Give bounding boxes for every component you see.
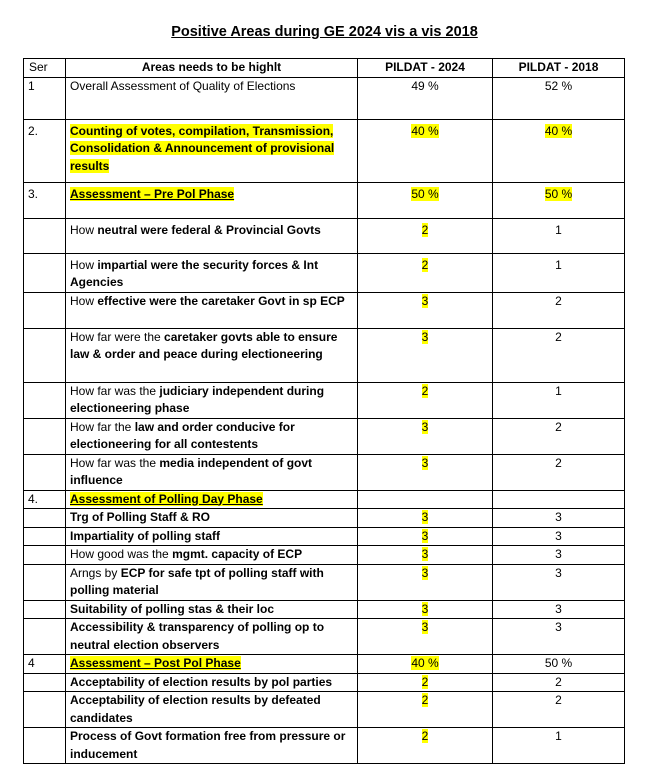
table-row (24, 509, 625, 528)
row-value-2018-cell (493, 253, 625, 292)
assessment-table (23, 58, 625, 764)
row-area (66, 454, 358, 490)
row-value-2018: 1 (555, 257, 562, 272)
row-value-2018: 1 (555, 729, 562, 743)
row-value-2024: 2 (421, 729, 429, 743)
row-area (66, 600, 358, 619)
row-value-2024: 3 (421, 620, 429, 634)
row-area (66, 119, 358, 182)
row-area (66, 328, 358, 382)
area-text-segment: Acceptability of election results by defeated candidates (70, 693, 321, 725)
row-value-2024-cell (358, 328, 493, 382)
row-area (66, 182, 358, 218)
row-value-2024: 3 (421, 528, 429, 543)
row-value-2024-cell (358, 692, 493, 728)
document-title-text: Positive Areas during GE 2024 vis a vis 2018 (171, 24, 478, 40)
table-row (24, 673, 625, 692)
area-text-segment: Assessment of Polling Day Phase (70, 491, 263, 506)
area-text-segment: Assessment – Post Pol Phase (70, 656, 241, 670)
row-value-2024-cell (358, 218, 493, 253)
row-value-2024-cell (358, 546, 493, 565)
row-value-2024-cell (358, 619, 493, 655)
row-area (66, 564, 358, 600)
row-value-2024-cell (358, 253, 493, 292)
row-value-2018: 50 % (544, 186, 573, 201)
row-area (66, 655, 358, 674)
row-value-2018-cell (493, 692, 625, 728)
area-text-segment: neutral were federal & Provincial Govts (97, 222, 321, 237)
row-area (66, 527, 358, 546)
table-row (24, 728, 625, 764)
row-value-2018: 3 (555, 620, 562, 634)
row-value-2024-cell (358, 454, 493, 490)
area-text-segment: How far were the (70, 329, 165, 344)
row-value-2024-cell (358, 655, 493, 674)
row-value-2024: 40 % (411, 123, 439, 138)
area-text-segment: law and order conducive for electioneering for all contestents (70, 419, 295, 451)
row-ser (24, 253, 66, 292)
row-ser (24, 564, 66, 600)
row-value-2024: 3 (421, 601, 429, 616)
row-value-2018: 3 (555, 565, 562, 580)
row-value-2018: 3 (555, 510, 562, 524)
row-value-2024: 49 % (411, 78, 439, 93)
area-text-segment: caretaker govts able to ensure law & order and peace during electioneering (70, 329, 338, 361)
row-value-2018-cell (493, 328, 625, 382)
table-row (24, 418, 625, 454)
row-value-2018-cell (493, 655, 625, 674)
area-text-segment: impartial were the security forces & Int Agencies (70, 257, 319, 289)
row-value-2024-cell (358, 509, 493, 528)
row-value-2024-cell (358, 728, 493, 764)
row-area (66, 490, 358, 509)
row-value-2018: 3 (555, 528, 562, 543)
row-value-2024-cell (358, 182, 493, 218)
row-value-2018-cell (493, 490, 625, 509)
row-value-2024-cell (358, 600, 493, 619)
row-value-2018: 2 (555, 674, 562, 689)
row-value-2018-cell (493, 292, 625, 328)
row-value-2024: 2 (421, 383, 429, 398)
row-value-2018-cell (493, 454, 625, 490)
row-value-2018: 40 % (544, 123, 573, 138)
row-ser (24, 728, 66, 764)
row-area (66, 692, 358, 728)
table-row (24, 564, 625, 600)
row-area (66, 292, 358, 328)
row-area (66, 728, 358, 764)
row-value-2018: 2 (555, 329, 562, 344)
header-area: Areas needs to be highlt (66, 59, 358, 78)
row-ser (24, 292, 66, 328)
row-value-2024-cell (358, 119, 493, 182)
row-value-2024: 3 (421, 419, 429, 434)
area-text-segment: How far was the (70, 455, 160, 470)
table-header-row (24, 59, 625, 78)
row-value-2024-cell (358, 292, 493, 328)
area-text-segment: Accessibility & transparency of polling op to neutral election observers (70, 620, 325, 652)
table-row (24, 546, 625, 565)
area-text-segment: How (70, 222, 98, 237)
row-value-2018: 2 (555, 293, 562, 308)
area-text-segment: Suitability of polling stas & their loc (70, 601, 275, 616)
row-value-2018-cell (493, 619, 625, 655)
row-ser (24, 692, 66, 728)
area-text-segment: Assessment – Pre Pol Phase (70, 186, 235, 201)
row-area (66, 253, 358, 292)
row-ser (24, 619, 66, 655)
row-ser (24, 218, 66, 253)
row-value-2018: 52 % (544, 78, 573, 93)
row-value-2024: 40 % (411, 656, 439, 670)
area-text-segment: How far was the (70, 383, 160, 398)
row-value-2018: 3 (555, 547, 562, 561)
row-value-2018-cell (493, 509, 625, 528)
row-value-2018-cell (493, 673, 625, 692)
row-value-2018-cell (493, 546, 625, 565)
row-value-2018: 1 (555, 383, 562, 398)
row-ser (24, 600, 66, 619)
area-text-segment: Arngs by (70, 565, 121, 580)
row-value-2024: 3 (421, 329, 429, 344)
row-value-2024: 2 (421, 222, 429, 237)
area-text-segment: ECP for safe tpt of polling staff with polling material (70, 565, 324, 597)
document-title (0, 24, 649, 40)
row-ser (24, 509, 66, 528)
area-text-segment: Trg of Polling Staff & RO (70, 510, 210, 524)
row-ser (24, 382, 66, 418)
area-text-segment: effective were the caretaker Govt in sp ECP (97, 293, 345, 308)
row-value-2024-cell (358, 418, 493, 454)
row-value-2018-cell (493, 728, 625, 764)
row-value-2024: 3 (421, 293, 429, 308)
row-value-2024: 3 (421, 565, 429, 580)
area-text-segment: Acceptability of election results by pol parties (70, 674, 333, 689)
area-text-segment: How (70, 257, 98, 272)
row-value-2018: 3 (555, 601, 562, 616)
row-ser: 4. (24, 490, 66, 509)
row-ser (24, 673, 66, 692)
row-ser (24, 546, 66, 565)
table-row (24, 119, 625, 182)
row-value-2024: 3 (421, 510, 429, 524)
row-area (66, 619, 358, 655)
row-ser: 1 (24, 77, 66, 119)
row-value-2018-cell (493, 418, 625, 454)
row-value-2018-cell (493, 119, 625, 182)
row-value-2018-cell (493, 182, 625, 218)
row-value-2024: 50 % (411, 186, 439, 201)
table-row (24, 490, 625, 509)
row-ser: 3. (24, 182, 66, 218)
row-area (66, 382, 358, 418)
table-row (24, 328, 625, 382)
row-value-2018-cell (493, 77, 625, 119)
row-value-2018-cell (493, 564, 625, 600)
row-area (66, 77, 358, 119)
area-text-segment: Counting of votes, compilation, Transmission, Consolidation & Announcement of provisional results (70, 123, 335, 173)
row-value-2018: 1 (555, 222, 562, 237)
row-ser (24, 418, 66, 454)
row-value-2024-cell (358, 382, 493, 418)
row-value-2018-cell (493, 527, 625, 546)
row-value-2024-cell (358, 673, 493, 692)
row-ser: 4 (24, 655, 66, 674)
table-body (24, 77, 625, 764)
row-value-2018-cell (493, 600, 625, 619)
row-ser (24, 328, 66, 382)
table-row (24, 619, 625, 655)
row-area (66, 418, 358, 454)
table-row (24, 655, 625, 674)
table-row (24, 253, 625, 292)
row-value-2024: 2 (421, 674, 429, 689)
row-value-2024-cell (358, 527, 493, 546)
table-row (24, 218, 625, 253)
area-text-segment: judiciary independent during electioneering phase (70, 383, 325, 415)
row-value-2018: 2 (555, 693, 562, 707)
row-value-2024: 2 (421, 257, 429, 272)
row-value-2024-cell (358, 77, 493, 119)
area-text-segment: mgmt. capacity of ECP (172, 547, 303, 561)
table-row (24, 527, 625, 546)
row-value-2018-cell (493, 218, 625, 253)
row-value-2024-cell (358, 564, 493, 600)
row-area (66, 546, 358, 565)
row-area (66, 509, 358, 528)
row-value-2018: 50 % (544, 656, 573, 670)
area-text-segment: Impartiality of polling staff (70, 528, 221, 543)
row-area (66, 673, 358, 692)
row-value-2024-cell (358, 490, 493, 509)
area-text-segment: media independent of govt influence (70, 455, 313, 487)
header-pildat-2024: PILDAT - 2024 (358, 59, 493, 78)
row-ser: 2. (24, 119, 66, 182)
row-value-2024: 3 (421, 455, 429, 470)
area-text-segment: How good was the (70, 547, 173, 561)
table-row (24, 454, 625, 490)
table-row (24, 382, 625, 418)
table-row (24, 77, 625, 119)
area-text-segment: How far the (70, 419, 135, 434)
row-value-2018-cell (493, 382, 625, 418)
area-text-segment: Overall Assessment of Quality of Elections (70, 78, 296, 93)
row-ser (24, 527, 66, 546)
row-ser (24, 454, 66, 490)
row-value-2024: 3 (421, 547, 429, 561)
area-text-segment: How (70, 293, 98, 308)
table-row (24, 182, 625, 218)
row-value-2018: 2 (555, 455, 562, 470)
table-row (24, 600, 625, 619)
area-text-segment: Process of Govt formation free from pressure or inducement (70, 729, 346, 761)
table-row (24, 292, 625, 328)
row-value-2024: 2 (421, 693, 429, 707)
row-area (66, 218, 358, 253)
header-ser: Ser (24, 59, 66, 78)
row-value-2018: 2 (555, 419, 562, 434)
table-row (24, 692, 625, 728)
header-pildat-2018: PILDAT - 2018 (493, 59, 625, 78)
